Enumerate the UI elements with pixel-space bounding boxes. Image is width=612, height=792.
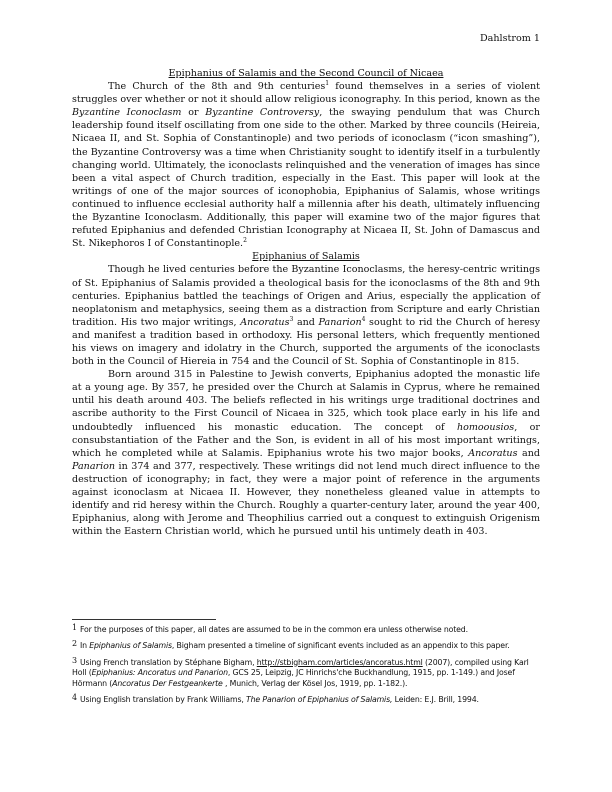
footnotes (72, 625, 540, 711)
footnote-separator (72, 619, 216, 620)
footnote-ref-4[interactable]: 4 (361, 315, 366, 323)
footnote-ref-2[interactable]: 2 (243, 237, 247, 245)
paragraph-intro: The Church of the 8th and 9th centuries$^1$ found themselves in a series of violent struggles over whether or not it should allow religious iconography. In this period, known as the Byzantine Iconoclasm or Byzantine Controversy, the swaying pendulum that was Church leadership found itself oscillating from one side to the other. Marked by three councils (Heireia, Nicaea II, and St. Sophia of Constantinople) and two periods of iconoclasm (“icon smashing”), the Byzantine Controversy was a time when Christianity sought to identify itself in a turbulently changing world. Ultimately, the iconoclasts relinquished and the veneration of images has since been a vital aspect of Church tradition, especially in the East. This paper will look at the writings of one of the major sources of iconophobia, Epiphanius of Salamis, whose writings continued to influence ecclesial authority half a millennia after his death, ultimately influencing the Byzantine Iconoclasm. Additionally, this paper will examine two of the major figures that refuted Epiphanius and defended Christian Iconography at Nicaea II, St. John of Damascus and St. Nikephoros I of Constantinople.$^2$ (72, 79, 540, 250)
paragraph-epiphanius-writings: Though he lived centuries before the Byzantine Iconoclasms, the heresy-centric writings of St. Epiphanius of Salamis provided a theological basis for the iconoclasms of the 8th and 9th centuries. Epiphanius battled the teachings of Origen and Arius, especially the application of neoplatonism and metaphysics, seeing them as a distraction from Scripture and early Christian tradition. His two major writings, Ancoratus$^3$ and Panarion$^4$ sought to rid the Church of heresy and manifest a tradition based in orthodoxy. His personal letters, which frequently mentioned his views on imagery and idolatry in the Church, supported the arguments of the iconoclasts both in the Council of Hiereia in 754 and the Council of St. Sophia of Constantinople in 815. (72, 264, 540, 368)
footnote-4: 4 Using English translation by Frank Williams, The Panarion of Epiphanius of Salamis, Leiden: E.J. Brill, 1994. (72, 693, 479, 705)
footnote-ref-3[interactable]: 3 (289, 315, 294, 323)
footnote-2: 2 In Epiphanius of Salamis, Bigham presented a timeline of significant events included as an appendix to this paper. (72, 639, 510, 651)
footnote-link[interactable]: http://stbigham.com/articles/ancoratus.html (256, 657, 423, 667)
footnote-3: 3 Using French translation by Stéphane Bigham, http://stbigham.com/articles/ancoratus.html (2007), compiled using Karl Holl (Epiphanius: Ancoratus und Panarion, GCS 25, Leipzig, JC Hinrichs'che Buckhandlung, 1915, pp. 1-149.) and Josef Hörmann (Ancoratus Der Festgeankerte , Munich, Verlag der Kösel Jos, 1919, pp. 1-182.). (72, 655, 529, 688)
document-title: Epiphanius of Salamis and the Second Council of Nicaea (168, 68, 444, 79)
footnote-ref-1[interactable]: 1 (325, 79, 330, 87)
paragraph-epiphanius-life: Born around 315 in Palestine to Jewish converts, Epiphanius adopted the monastic life at a young age. By 357, he presided over the Church at Salamis in Cyprus, where he remained until his death around 403. The beliefs reflected in his writings urge traditional doctrines and ascribe authority to the First Council of Nicaea in 325, which took place early in his life and undoubtedly influenced his monastic education. The concept of homoousios, or consubstantiation of the Father and the Son, is evident in all of his most important writings, which he completed while at Salamis. Epiphanius wrote his two major books, Ancoratus and Panarion in 374 and 377, respectively. These writings did not lend much direct influence to the destruction of iconography; in fact, they were a major point of reference in the arguments against iconoclasm at Nicaea II. However, they nonetheless gleaned value in attempts to identify and rid heresy within the Church. Roughly a quarter-century later, around the year 400, Epiphanius, along with Jerome and Theophilius carried out a conquest to extinguish Origenism within the Eastern Christian world, which he pursued until his untimely death in 403. (72, 369, 540, 538)
running-header: Dahlstrom 1 (479, 33, 540, 44)
section-heading: Epiphanius of Salamis (252, 251, 360, 263)
document-body (72, 67, 540, 538)
footnote-1: 1 For the purposes of this paper, all dates are assumed to be in the common era unless otherwise noted. (72, 623, 468, 634)
